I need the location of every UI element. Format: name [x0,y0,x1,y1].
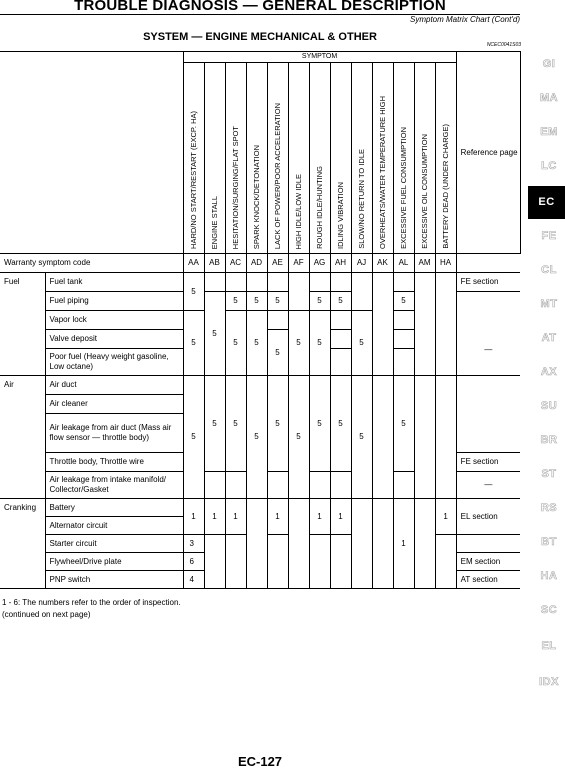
symptom-label: OVERHEATS/WATER TEMPERATURE HIGH [377,96,387,249]
group-cranking: Cranking [0,499,45,589]
blank-cell [330,311,351,330]
item-poor-fuel: Poor fuel (Heavy weight gasoline, Low octane) [45,349,183,376]
blank-cell [309,273,330,292]
value-cell: 5 [246,376,267,499]
tab-gi[interactable]: GI [542,58,556,70]
blank-cell [351,273,372,311]
table-row [0,273,520,292]
tab-em[interactable]: EM [540,126,558,138]
blank-cell [225,273,246,292]
symptom-label: SPARK KNOCK/DETONATION [251,144,261,249]
item-valve-deposit: Valve deposit [45,330,183,349]
symptom-label: ROUGH IDLE/HUNTING [314,166,324,249]
value-cell: 1 [225,499,246,535]
ref-fe-section: FE section [456,453,520,472]
item-air-duct: Air duct [45,376,183,395]
symptom-label: SLOW/NO RETURN TO IDLE [356,149,366,249]
tab-ha[interactable]: HA [540,570,558,582]
symptom-column-header [330,63,351,254]
symptom-column-header [183,63,204,254]
symptom-label: LACK OF POWER/POOR ACCELERATION [272,102,282,249]
item-air-leakage-duct: Air leakage from air duct (Mass air flow sensor — throttle body) [45,414,183,453]
ref-at-section: AT section [456,571,520,589]
item-fuel-tank: Fuel tank [45,273,183,292]
tab-idx[interactable]: IDX [539,676,559,688]
code-cell: AF [288,254,309,273]
symptom-column-header [246,63,267,254]
blank-cell [225,535,246,589]
blank-cell [267,273,288,292]
group-air: Air [0,376,45,499]
tab-bt[interactable]: BT [541,536,557,548]
symptom-column-header [393,63,414,254]
value-cell: 5 [330,376,351,472]
blank-cell [393,330,414,349]
blank-cell [372,499,393,589]
symptom-column-header [288,63,309,254]
blank-cell [372,376,393,499]
item-throttle-body: Throttle body, Throttle wire [45,453,183,472]
tab-el[interactable]: EL [541,640,557,652]
ref-el-section: EL section [456,499,520,535]
page-title: TROUBLE DIAGNOSIS — GENERAL DESCRIPTION [74,0,446,14]
symptom-label: EXCESSIVE OIL CONSUMPTION [419,134,429,249]
blank-cell [330,535,351,589]
symptom-label: ENGINE STALL [209,195,219,249]
symptom-header: SYMPTOM [183,52,456,63]
blank-cell [309,472,330,499]
code-cell: AJ [351,254,372,273]
blank-cell [414,499,435,589]
value-cell: 5 [225,311,246,376]
value-cell: 5 [288,376,309,499]
code-cell: AD [246,254,267,273]
code-cell: AH [330,254,351,273]
code-cell: AE [267,254,288,273]
table-row [0,254,520,273]
table-row [0,499,520,517]
code-cell: HA [435,254,456,273]
value-cell: 5 [288,311,309,376]
symptom-column-header [267,63,288,254]
value-cell: 5 [183,311,204,376]
symptom-label: IDLING VIBRATION [335,182,345,249]
symptom-column-header [435,63,456,254]
blank-cell [204,472,225,499]
reference-code: NCEC0041S03 [486,42,521,48]
blank-cell [288,273,309,311]
tab-sc[interactable]: SC [540,604,558,616]
code-cell: AA [183,254,204,273]
tab-lc[interactable]: LC [541,160,557,172]
value-cell: 1 [330,499,351,535]
blank-cell [330,273,351,292]
continued-note: (continued on next page) [2,610,91,619]
symptom-column-header [225,63,246,254]
item-vapor-lock: Vapor lock [45,311,183,330]
page-subtitle: Symptom Matrix Chart (Cont'd) [410,15,520,24]
code-cell: AB [204,254,225,273]
value-cell: 5 [309,292,330,311]
item-pnp-switch: PNP switch [45,571,183,589]
value-cell: 5 [204,376,225,472]
item-flywheel: Flywheel/Drive plate [45,553,183,571]
symptom-column-header [414,63,435,254]
value-cell: 5 [351,311,372,376]
value-cell: 5 [267,376,288,472]
symptom-label: HESITATION/SURGING/FLAT SPOT [230,125,240,249]
blank-cell [372,273,393,376]
tab-su[interactable]: SU [540,400,558,412]
value-cell: 1 [309,499,330,535]
value-cell: 5 [309,376,330,472]
symptom-label: EXCESSIVE FUEL CONSUMPTION [398,127,408,249]
value-cell: 1 [204,499,225,535]
value-cell: 4 [183,571,204,589]
blank-cell [435,535,456,589]
symptom-label: BATTERY DEAD (UNDER CHARGE) [440,124,450,249]
blank-cell [204,273,225,292]
tab-rs[interactable]: RS [540,502,558,514]
symptom-column-header [372,63,393,254]
tab-ma[interactable]: MA [539,92,559,104]
code-cell: AC [225,254,246,273]
ref-dash: — [456,472,520,499]
tab-ax[interactable]: AX [540,366,558,378]
value-cell: 3 [183,535,204,553]
value-cell: 1 [183,499,204,535]
value-cell: 5 [267,330,288,376]
blank-cell [267,472,288,499]
symptom-column-header [351,63,372,254]
blank-cell [435,273,456,376]
item-starter: Starter circuit [45,535,183,553]
value-cell: 5 [267,292,288,311]
blank-cell [246,273,267,292]
blank-cell [330,330,351,349]
blank-cell [330,349,351,376]
value-cell: 5 [309,311,330,376]
value-cell: 5 [204,292,225,376]
footnote: 1 - 6: The numbers refer to the order of inspection. [2,598,181,607]
blank-cell [456,376,520,453]
tab-mt[interactable]: MT [540,298,558,310]
warranty-label: Warranty symptom code [0,254,183,273]
blank-cell [393,349,414,376]
blank-cell [393,472,414,499]
blank-cell [267,535,288,589]
blank-cell [351,499,372,589]
blank-cell [456,535,520,553]
tab-fe[interactable]: FE [541,230,557,242]
blank-cell [393,273,414,292]
page-number: EC-127 [237,754,283,769]
group-fuel: Fuel [0,273,45,376]
code-cell: AL [393,254,414,273]
code-cell: AK [372,254,393,273]
blank-cell [288,499,309,589]
ref-dash-text: — [484,344,493,354]
blank-cell [267,311,288,330]
blank-cell [330,472,351,499]
symptom-column-header [204,63,225,254]
tab-ec[interactable]: EC [528,186,565,219]
blank-header-cell [0,52,183,254]
code-cell: AG [309,254,330,273]
value-cell: 5 [183,273,204,311]
item-alternator: Alternator circuit [45,517,183,535]
tab-at[interactable]: AT [541,332,557,344]
item-fuel-piping: Fuel piping [45,292,183,311]
value-cell: 5 [246,311,267,376]
blank-cell [435,376,456,499]
blank-cell [414,376,435,499]
value-cell: 1 [267,499,288,535]
blank-cell [204,535,225,589]
blank-cell [225,472,246,499]
blank-cell [309,535,330,589]
value-cell: 1 [435,499,456,535]
item-air-cleaner: Air cleaner [45,395,183,414]
blank-cell [246,499,267,589]
reference-page-header: Reference page [456,52,520,254]
blank-cell [414,273,435,376]
value-cell: 5 [393,292,414,311]
blank-cell [456,254,520,273]
value-cell: 5 [246,292,267,311]
value-cell: 5 [351,376,372,499]
value-cell: 5 [393,376,414,472]
value-cell: 5 [330,292,351,311]
tab-st[interactable]: ST [541,468,557,480]
symptom-matrix-table [0,51,521,589]
value-cell: 1 [393,499,414,589]
ref-fe-section: FE section [456,273,520,292]
tab-br[interactable]: BR [540,434,558,446]
symptom-column-header [309,63,330,254]
table-row [0,376,520,395]
item-air-leakage-manifold: Air leakage from intake manifold/ Collector/Gasket [45,472,183,499]
section-index-tabs [525,48,565,708]
item-battery: Battery [45,499,183,517]
symptom-label: HARD/NO START/RESTART (EXCP. HA) [188,111,198,249]
code-cell: AM [414,254,435,273]
value-cell: 5 [225,292,246,311]
value-cell: 6 [183,553,204,571]
value-cell: 5 [225,376,246,472]
ref-dash [456,292,520,376]
tab-cl[interactable]: CL [541,264,557,276]
value-cell: 5 [183,376,204,499]
ref-em-section: EM section [456,553,520,571]
symptom-label: HIGH IDLE/LOW IDLE [293,173,303,249]
section-title: SYSTEM — ENGINE MECHANICAL & OTHER [143,31,377,43]
